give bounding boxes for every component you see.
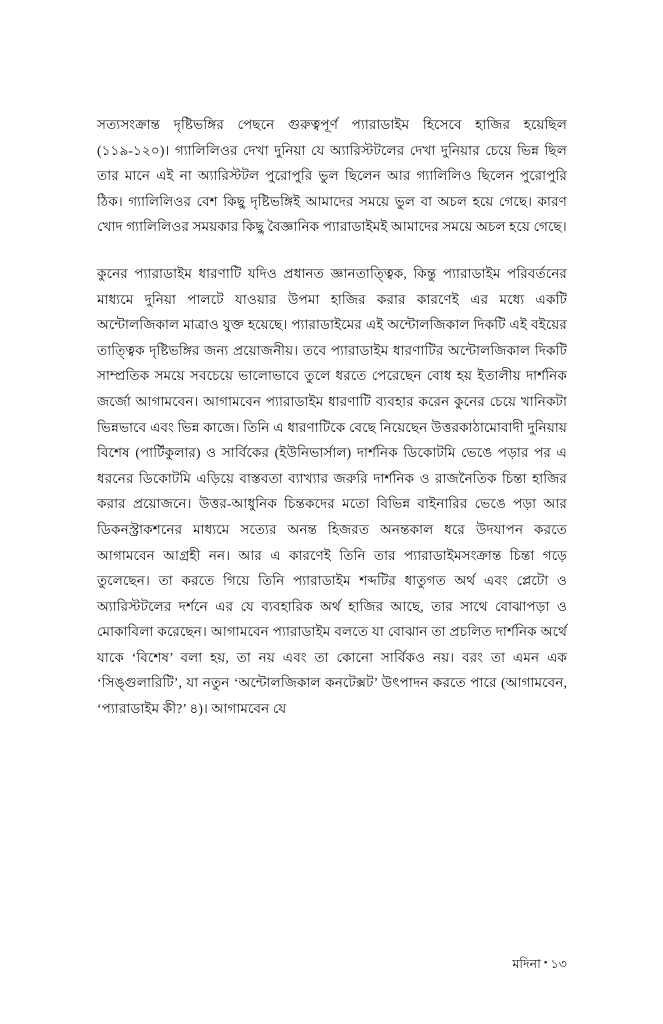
footer-page-number: ১৩	[550, 957, 567, 971]
paragraph-2: কুনের প্যারাডাইম ধারণাটি যদিও প্রধানত জ্ঞানতাত্ত্বিক, কিন্তু প্যারাডাইম পরিবর্তনের মাধ্যমে দুনিয়া পালটে যাওয়ার উপমা হাজির করার কারণেই এর মধ্যে একটি অন্টোলজিকাল মাত্রাও যুক্ত হয়েছে। প্যারাডাইমের এই অন্টোলজিকাল দিকটি এই বইয়ের তাত্ত্বিক দৃষ্টিভঙ্গির জন্য প্রয়োজনীয়। তবে প্যারাডাইম ধারণাটির অন্টোলজিকাল দিকটি সাম্প্রতিক সময়ে সবচেয়ে ভালোভাবে তুলে ধরতে পেরেছেন বোধ হয় ইতালীয় দার্শনিক জর্জো আগামবেন। আগামবেন প্যারাডাইম ধারণাটি ব্যবহার করেন কুনের চেয়ে খানিকটা ভিন্নভাবে এবং ভিন্ন কাজে। তিনি এ ধারণাটিকে বেছে নিয়েছেন উত্তরকাঠামোবাদী দুনিয়ায় বিশেষ (পার্টিকুলার) ও সার্বিকের (ইউনিভার্সাল) দার্শনিক ডিকোটমি ভেঙে পড়ার পর এ ধরনের ডিকোটমি এড়িয়ে বাস্তবতা ব্যাখ্যার জরুরি দার্শনিক ও রাজনৈতিক চিন্তা হাজির করার প্রয়োজনে। উত্তর-আধুনিক চিন্তকদের মতো বিভিন্ন বাইনারির ভেঙে পড়া আর ডিকনস্ট্রাকশনের মাধ্যমে সত্যের অনন্ত হিজরত অনন্তকাল ধরে উদযাপন করতে আগামবেন আগ্রহী নন। আর এ কারণেই তিনি তার প্যারাডাইমসংক্রান্ত চিন্তা গড়ে তুলেছেন। তা করতে গিয়ে তিনি প্যারাডাইম শব্দটির ধাতুগত অর্থ এবং প্লেটো ও অ্যারিস্টটলের দর্শনে এর যে ব্যবহারিক অর্থ হাজির আছে, তার সাথে বোঝাপড়া ও মোকাবিলা করেছেন। আগামবেন প্যারাডাইম বলতে যা বোঝান তা প্রচলিত দার্শনিক অর্থে যাকে ‘বিশেষ’ বলা হয়, তা নয় এবং তা কোনো সার্বিকও নয়। বরং তা এমন এক ‘সিঙ্গুলারিটি’, যা নতুন ‘অন্টোলজিকাল কনটেক্সট’ উৎপাদন করতে পারে (আগামবেন, ‘প্যারাডাইম কী?’ ৪)। আগামবেন যে	[97, 265, 567, 717]
page-footer	[97, 955, 567, 972]
page-body	[97, 112, 567, 722]
footer-separator: •	[543, 957, 548, 969]
footer-book-title: মদিনা	[512, 957, 541, 971]
paragraph-1: সত্যসংক্রান্ত দৃষ্টিভঙ্গির পেছনে গুরুত্বপূর্ণ প্যারাডাইম হিসেবে হাজির হয়েছিল (১১৯-১২০)। গ্যালিলিওর দেখা দুনিয়া যে অ্যারিস্টটলের দেখা দুনিয়ার চেয়ে ভিন্ন ছিল তার মানে এই না অ্যারিস্টটল পুরোপুরি ভুল ছিলেন আর গ্যালিলিও ছিলেন পুরোপুরি ঠিক। গ্যালিলিওর বেশ কিছু দৃষ্টিভঙ্গিই আমাদের সময়ে ভুল বা অচল হয়ে গেছে। কারণ খোদ গ্যালিলিওর সময়কার কিছু বৈজ্ঞানিক প্যারাডাইমই আমাদের সময়ে অচল হয়ে গেছে।	[97, 117, 567, 235]
